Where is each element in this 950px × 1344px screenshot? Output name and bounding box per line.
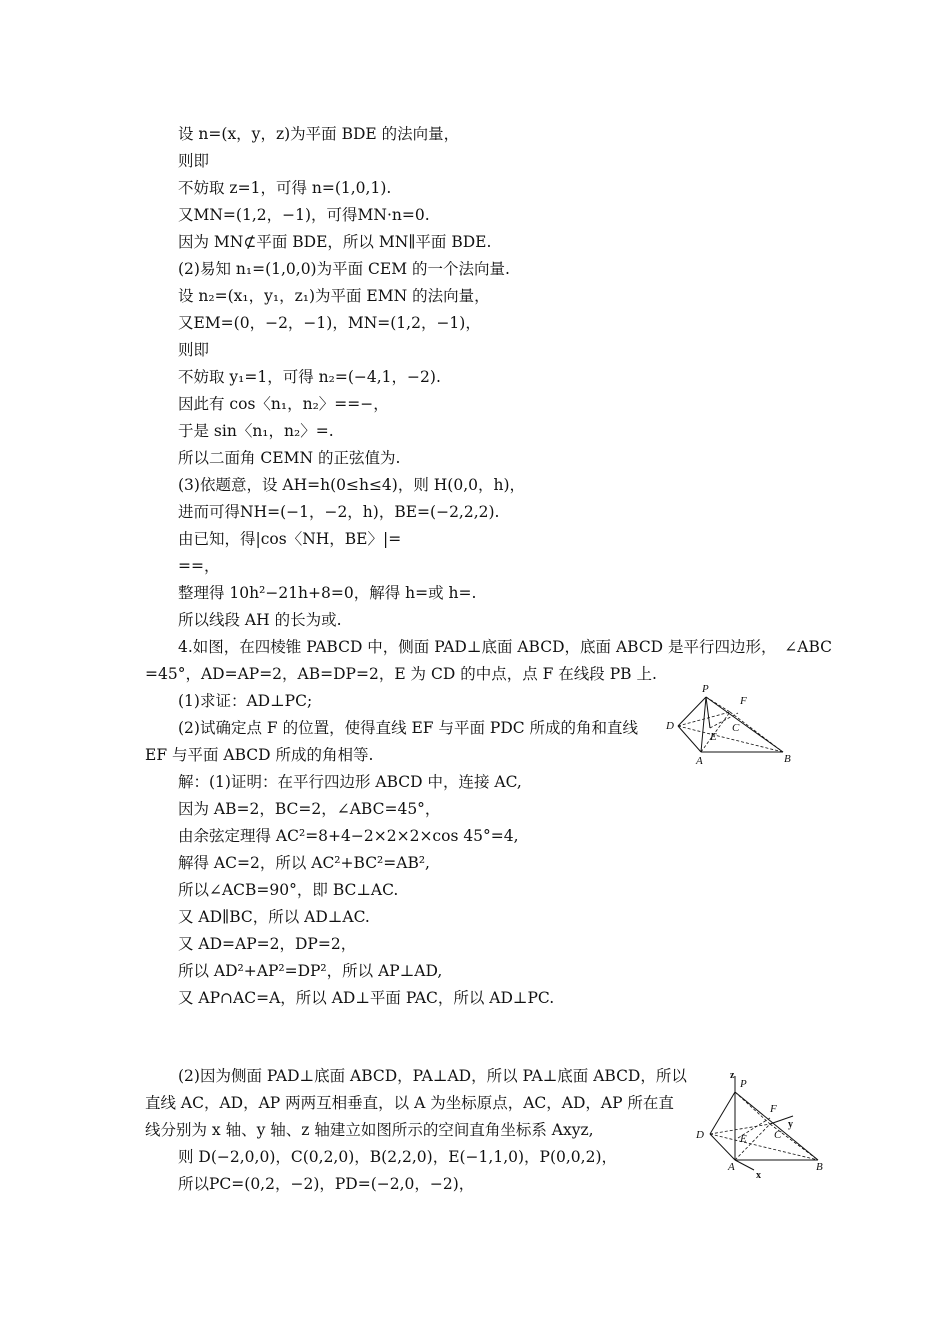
text-line: 又 AD∥BC，所以 AD⊥AC. — [178, 908, 370, 926]
text-line: 不妨取 y₁=1，可得 n₂=(−4,1，−2). — [178, 368, 441, 386]
text-line: ==， — [178, 557, 220, 575]
text-line: 所以∠ACB=90°，即 BC⊥AC. — [178, 881, 399, 899]
point-label: E — [710, 731, 717, 743]
point-label: E — [740, 1133, 747, 1145]
point-label: P — [702, 683, 709, 695]
text-line: 又EM=(0，−2，−1)，MN=(1,2，−1)， — [178, 314, 481, 332]
text-line: (2)易知 n₁=(1,0,0)为平面 CEM 的一个法向量. — [178, 260, 510, 278]
axis-label: y — [788, 1119, 793, 1130]
text-line: 于是 sin〈n₁，n₂〉=. — [178, 422, 334, 440]
text-line: 由已知，得|cos〈NH，BE〉|= — [178, 530, 402, 548]
text-line: 则即 — [178, 341, 210, 359]
text-line: 不妨取 z=1，可得 n=(1,0,1). — [178, 179, 392, 197]
text-line: 所以二面角 CEMN 的正弦值为. — [178, 449, 401, 467]
text-line: 因为 MN⊄平面 BDE，所以 MN∥平面 BDE. — [178, 233, 492, 251]
pyramid-figure — [658, 668, 798, 768]
axis-label: x — [756, 1170, 761, 1181]
text-line: 又 AP∩AC=A，所以 AD⊥平面 PAC，所以 AD⊥PC. — [178, 989, 555, 1007]
text-line: 整理得 10h²−21h+8=0，解得 h=或 h=. — [178, 584, 477, 602]
point-label: B — [816, 1161, 823, 1173]
coordinate-figure — [688, 1066, 828, 1181]
text-line: 直线 AC，AD，AP 两两互相垂直，以 A 为坐标原点，AC，AD，AP 所在直 — [145, 1094, 674, 1112]
text-line: 设 n=(x，y，z)为平面 BDE 的法向量， — [178, 125, 460, 143]
point-label: A — [696, 755, 703, 767]
text-line: 因为 AB=2，BC=2，∠ABC=45°， — [178, 800, 441, 818]
text-line: (2)因为侧面 PAD⊥底面 ABCD，PA⊥AD，所以 PA⊥底面 ABCD，所以 — [178, 1067, 687, 1085]
text-line: 所以线段 AH 的长为或. — [178, 611, 342, 629]
point-label: A — [728, 1161, 735, 1173]
text-line: 又 AD=AP=2，DP=2， — [178, 935, 357, 953]
text-line: 又MN=(1,2，−1)，可得MN·n=0. — [178, 206, 430, 224]
text-line: 所以PC=(0,2，−2)，PD=(−2,0，−2)， — [178, 1175, 475, 1193]
text-line: 则 D(−2,0,0)，C(0,2,0)，B(2,2,0)，E(−1,1,0)，P(0,0,2)， — [178, 1148, 617, 1166]
point-label: F — [770, 1103, 777, 1115]
text-line: (2)试确定点 F 的位置，使得直线 EF 与平面 PDC 所成的角和直线 — [178, 719, 639, 737]
text-line: 由余弦定理得 AC²=8+4−2×2×2×cos 45°=4, — [178, 827, 519, 845]
text-line: 则即 — [178, 152, 210, 170]
text-line: EF 与平面 ABCD 所成的角相等. — [145, 746, 374, 764]
point-label: D — [696, 1129, 704, 1141]
text-line: 设 n₂=(x₁，y₁，z₁)为平面 EMN 的法向量， — [178, 287, 490, 305]
point-label: C — [774, 1129, 782, 1141]
point-label: P — [740, 1078, 747, 1090]
problem-statement: =45°，AD=AP=2，AB=DP=2，E 为 CD 的中点，点 F 在线段 PB 上. — [145, 665, 657, 683]
text-line: 线分别为 x 轴、y 轴、z 轴建立如图所示的空间直角坐标系 Axyz, — [145, 1121, 594, 1139]
point-label: F — [740, 695, 747, 707]
text-line: 解得 AC=2，所以 AC²+BC²=AB², — [178, 854, 430, 872]
text-line: 所以 AD²+AP²=DP²，所以 AP⊥AD, — [178, 962, 443, 980]
point-label: B — [784, 753, 791, 765]
text-line: 因此有 cos〈n₁，n₂〉==−， — [178, 395, 389, 413]
point-label: D — [666, 720, 674, 732]
text-line: 进而可得NH=(−1，−2，h)，BE=(−2,2,2). — [178, 503, 500, 521]
text-line: (3)依题意，设 AH=h(0≤h≤4)，则 H(0,0，h)， — [178, 476, 526, 494]
axis-label: z — [730, 1070, 735, 1081]
text-line: 解：(1)证明：在平行四边形 ABCD 中，连接 AC, — [178, 773, 522, 791]
text-line: (1)求证：AD⊥PC; — [178, 692, 313, 710]
problem-statement: 4.如图，在四棱锥 PABCD 中，侧面 PAD⊥底面 ABCD，底面 ABCD 是平行四边形， ∠ABC — [178, 638, 833, 656]
point-label: C — [732, 722, 740, 734]
